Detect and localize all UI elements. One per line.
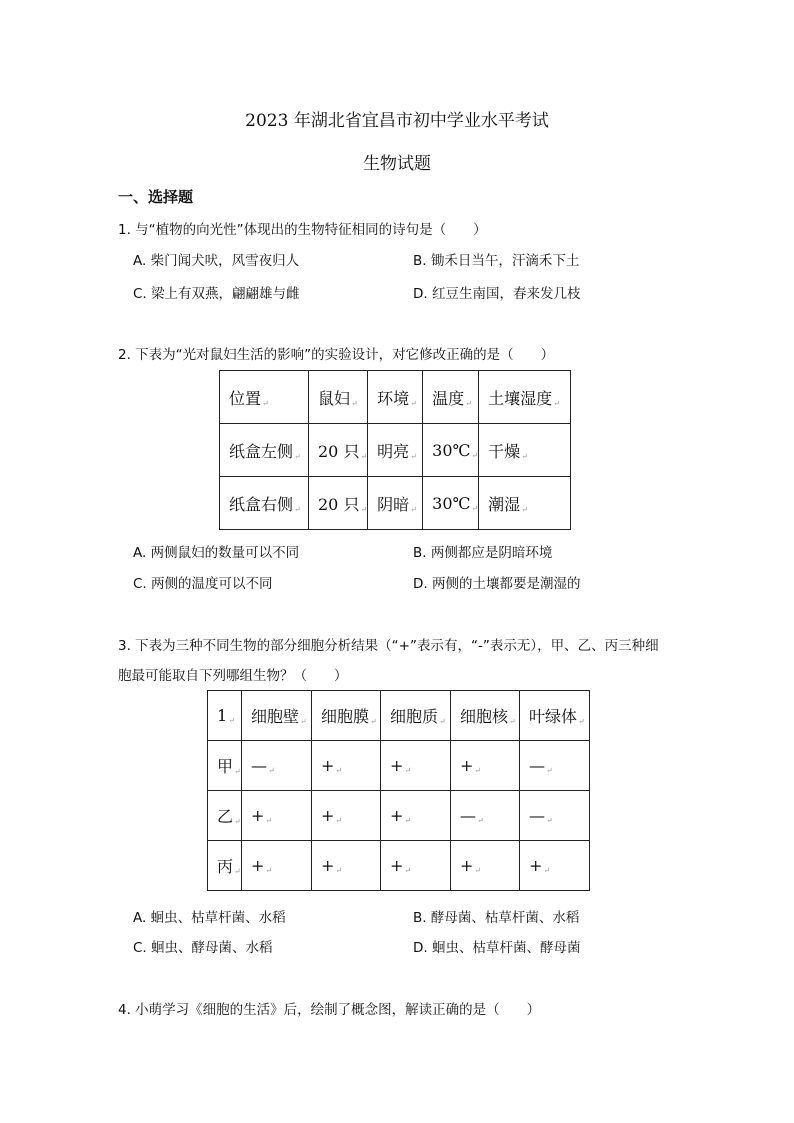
question-2-option-a: A. 两侧鼠妇的数量可以不同	[133, 545, 300, 561]
table-cell: +↵	[312, 841, 381, 891]
question-3-option-d: D. 蛔虫、枯草杆菌、酵母菌	[413, 940, 581, 956]
table-cell: —↵	[242, 741, 312, 791]
table-cell: +↵	[381, 741, 451, 791]
table-cell: 环境↵	[368, 371, 423, 424]
table-header-row	[208, 691, 590, 741]
table-cell: 乙↵	[208, 791, 242, 841]
table-cell: 纸盒左侧↵	[220, 424, 309, 477]
table-cell: 30℃↵	[423, 424, 479, 477]
table-cell: 阴暗↵	[368, 477, 423, 530]
question-1-stem: 1. 与“植物的向光性”体现出的生物特征相同的诗句是（ ）	[118, 222, 487, 238]
table-cell: +↵	[451, 741, 520, 791]
question-2-option-b: B. 两侧都应是阴暗环境	[413, 545, 553, 561]
question-3-option-a: A. 蛔虫、枯草杆菌、水稻	[133, 910, 286, 926]
table-row	[208, 741, 590, 791]
table-cell: 20 只↵	[309, 424, 368, 477]
question-3-option-b: B. 酵母菌、枯草杆菌、水稻	[413, 910, 580, 926]
question-3-table	[207, 690, 590, 891]
table-row	[208, 791, 590, 841]
question-1-option-b: B. 锄禾日当午，汗滴禾下土	[413, 253, 580, 269]
table-cell: 甲↵	[208, 741, 242, 791]
question-3-stem-line-1: 3. 下表为三种不同生物的部分细胞分析结果（“+”表示有，“-”表示无），甲、乙、丙三种细	[118, 638, 659, 654]
table-cell: +↵	[451, 841, 520, 891]
table-cell: 叶绿体↵	[520, 691, 590, 741]
table-cell: +↵	[312, 741, 381, 791]
table-cell: —↵	[520, 741, 590, 791]
table-row	[220, 424, 571, 477]
table-cell: +↵	[312, 791, 381, 841]
question-1-option-c: C. 梁上有双燕，翩翩雄与雌	[133, 286, 300, 302]
question-3-option-c: C. 蛔虫、酵母菌、水稻	[133, 940, 273, 956]
table-cell: 细胞质↵	[381, 691, 451, 741]
table-cell: 细胞膜↵	[312, 691, 381, 741]
question-4-stem: 4. 小萌学习《细胞的生活》后，绘制了概念图，解读正确的是（ ）	[118, 1002, 541, 1018]
table-cell: 细胞核↵	[451, 691, 520, 741]
table-cell: +↵	[242, 791, 312, 841]
table-cell: 位置↵	[220, 371, 309, 424]
question-2-option-c: C. 两侧的温度可以不同	[133, 576, 273, 592]
question-2-table	[219, 370, 571, 530]
table-cell: 30℃↵	[423, 477, 479, 530]
table-cell: 土壤湿度↵	[479, 371, 571, 424]
question-2-stem: 2. 下表为“光对鼠妇生活的影响”的实验设计，对它修改正确的是（ ）	[118, 347, 555, 363]
table-row	[220, 477, 571, 530]
table-cell: 1↵	[208, 691, 242, 741]
table-cell: —↵	[520, 791, 590, 841]
table-cell: 纸盒右侧↵	[220, 477, 309, 530]
table-cell: 丙↵	[208, 841, 242, 891]
table-row	[208, 841, 590, 891]
question-3-stem-line-2: 胞最可能取自下列哪组生物？（ ）	[118, 668, 348, 684]
table-cell: 潮湿↵	[479, 477, 571, 530]
table-cell: 干燥↵	[479, 424, 571, 477]
table-cell: 细胞壁↵	[242, 691, 312, 741]
table-cell: 20 只↵	[309, 477, 368, 530]
question-1-option-d: D. 红豆生南国，春来发几枝	[413, 286, 581, 302]
table-cell: +↵	[242, 841, 312, 891]
exam-subtitle: 生物试题	[363, 154, 431, 174]
section-heading: 一、选择题	[118, 188, 194, 206]
table-cell: 温度↵	[423, 371, 479, 424]
table-header-row	[220, 371, 571, 424]
table-cell: 鼠妇↵	[309, 371, 368, 424]
table-cell: +↵	[381, 841, 451, 891]
exam-title: 2023 年湖北省宜昌市初中学业水平考试	[245, 111, 549, 131]
table-cell: 明亮↵	[368, 424, 423, 477]
question-1-option-a: A. 柴门闻犬吠，风雪夜归人	[133, 253, 300, 269]
table-cell: —↵	[451, 791, 520, 841]
question-2-option-d: D. 两侧的土壤都要是潮湿的	[413, 576, 581, 592]
table-cell: +↵	[520, 841, 590, 891]
table-cell: +↵	[381, 791, 451, 841]
